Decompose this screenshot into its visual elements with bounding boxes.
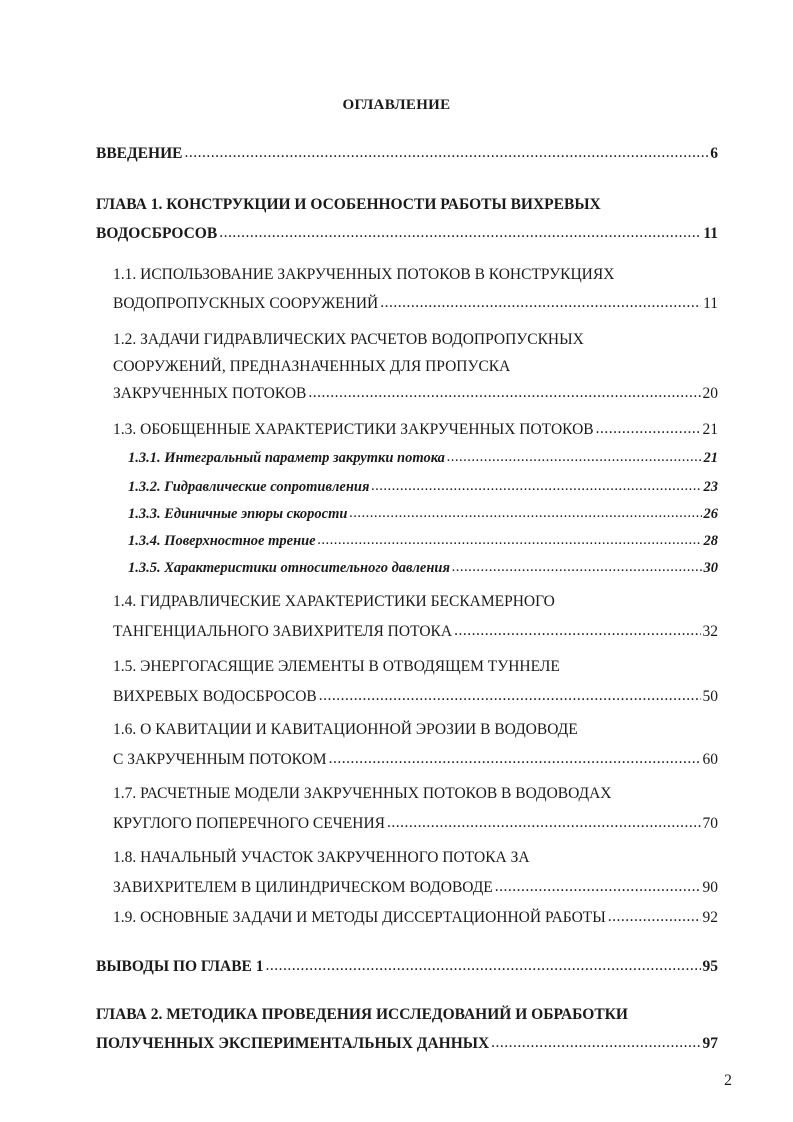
dot-leader — [184, 143, 708, 163]
toc-page-number: 90 — [702, 879, 718, 896]
toc-page-number: 32 — [702, 623, 718, 640]
dot-leader — [380, 293, 701, 313]
toc-page-number: 6 — [710, 145, 718, 162]
dot-leader — [454, 621, 700, 641]
toc-entry[interactable] — [113, 687, 718, 707]
toc-entry-title: 1.3. ОБОБЩЕННЫЕ ХАРАКТЕРИСТИКИ ЗАКРУЧЕННЫХ ПОТОКОВ — [113, 421, 594, 438]
dot-leader — [491, 1033, 700, 1053]
dot-leader — [495, 877, 701, 897]
dot-leader — [319, 686, 701, 706]
toc-entry-title: КРУГЛОГО ПОПЕРЕЧНОГО СЕЧЕНИЯ — [113, 815, 386, 832]
toc-entry[interactable] — [128, 558, 718, 578]
toc-entry-title: ВОДОСБРОСОВ — [96, 225, 218, 242]
toc-entry-title: С ЗАКРУЧЕННЫМ ПОТОКОМ — [113, 751, 327, 768]
toc-entry-title: 1.3.5. Характеристики относительного давления — [128, 560, 450, 576]
page-title: ОГЛАВЛЕНИЕ — [342, 97, 451, 113]
toc-page-number: 11 — [703, 295, 718, 312]
toc-entry-title: ЗАВИХРИТЕЛЕМ В ЦИЛИНДРИЧЕСКОМ ВОДОВОДЕ — [113, 879, 493, 896]
toc-entry-title: 1.3.1. Интегральный параметр закрутки потока — [128, 450, 445, 466]
dot-leader — [371, 476, 701, 496]
toc-entry-title: ВВЕДЕНИЕ — [96, 145, 183, 162]
page-number: 2 — [724, 1072, 732, 1089]
toc-entry-title: 1.3.2. Гидравлические сопротивления — [128, 479, 370, 495]
toc-entry[interactable] — [128, 448, 718, 468]
toc-page-number: 21 — [702, 421, 718, 438]
toc-entry[interactable] — [128, 504, 718, 524]
toc-page-number: 20 — [702, 385, 718, 402]
dot-leader — [596, 419, 701, 439]
toc-entry-line: 1.7. РАСЧЕТНЫЕ МОДЕЛИ ЗАКРУЧЕННЫХ ПОТОКОВ В ВОДОВОДАХ — [113, 785, 612, 802]
toc-entry[interactable] — [113, 750, 718, 770]
toc-page-number: 97 — [702, 1035, 718, 1052]
dot-leader — [452, 557, 702, 577]
toc-page-number: 28 — [703, 533, 718, 549]
toc-entry[interactable] — [128, 477, 718, 497]
toc-entry-line: 1.4. ГИДРАВЛИЧЕСКИЕ ХАРАКТЕРИСТИКИ БЕСКАМЕРНОГО — [113, 593, 555, 610]
toc-entry-title: ВОДОПРОПУСКНЫХ СООРУЖЕНИЙ — [113, 295, 379, 312]
toc-entry-title: ВЫВОДЫ ПО ГЛАВЕ 1 — [96, 958, 264, 975]
toc-entry-line: 1.2. ЗАДАЧИ ГИДРАВЛИЧЕСКИХ РАСЧЕТОВ ВОДОПРОПУСКНЫХ — [113, 331, 584, 348]
dot-leader — [349, 503, 701, 523]
toc-entry[interactable] — [113, 622, 718, 642]
toc-entry-line: ГЛАВА 1. КОНСТРУКЦИИ И ОСОБЕННОСТИ РАБОТЫ ВИХРЕВЫХ — [96, 196, 601, 213]
toc-entry[interactable] — [96, 224, 718, 244]
toc-entry-title: ТАНГЕНЦИАЛЬНОГО ЗАВИХРИТЕЛЯ ПОТОКА — [113, 623, 453, 640]
toc-entry-line: 1.6. О КАВИТАЦИИ И КАВИТАЦИОННОЙ ЭРОЗИИ В ВОДОВОДЕ — [113, 721, 578, 738]
toc-entry-title: 1.3.4. Поверхностное трение — [128, 533, 316, 549]
toc-page-number: 50 — [702, 688, 718, 705]
toc-entry[interactable] — [96, 1034, 718, 1054]
toc-entry[interactable] — [96, 957, 718, 977]
toc-entry-line: СООРУЖЕНИЙ, ПРЕДНАЗНАЧЕННЫХ ДЛЯ ПРОПУСКА — [113, 358, 511, 375]
toc-entry[interactable] — [113, 384, 718, 404]
toc-entry[interactable] — [113, 908, 718, 928]
dot-leader — [308, 383, 700, 403]
dot-leader — [329, 749, 701, 769]
dot-leader — [219, 223, 701, 243]
toc-entry-line: ГЛАВА 2. МЕТОДИКА ПРОВЕДЕНИЯ ИССЛЕДОВАНИЙ И ОБРАБОТКИ — [96, 1006, 628, 1023]
toc-entry-title: ЗАКРУЧЕННЫХ ПОТОКОВ — [113, 385, 307, 402]
toc-entry-title: 1.3.3. Единичные эпюры скорости — [128, 506, 348, 522]
toc-page-number: 21 — [703, 450, 718, 466]
toc-entry-title: 1.9. ОСНОВНЫЕ ЗАДАЧИ И МЕТОДЫ ДИССЕРТАЦИОННОЙ РАБОТЫ — [113, 909, 606, 926]
dot-leader — [318, 530, 702, 550]
toc-page-number: 30 — [703, 560, 718, 576]
toc-entry[interactable] — [113, 878, 718, 898]
toc-entry[interactable] — [113, 294, 718, 314]
toc-entry-line: 1.5. ЭНЕРГОГАСЯЩИЕ ЭЛЕМЕНТЫ В ОТВОДЯЩЕМ ТУННЕЛЕ — [113, 658, 560, 675]
toc-entry-title: ВИХРЕВЫХ ВОДОСБРОСОВ — [113, 688, 317, 705]
toc-page-number: 70 — [702, 815, 718, 832]
toc-page-number: 95 — [702, 958, 718, 975]
toc-entry-line: 1.8. НАЧАЛЬНЫЙ УЧАСТОК ЗАКРУЧЕННОГО ПОТОКА ЗА — [113, 849, 530, 866]
toc-entry[interactable] — [113, 814, 718, 834]
toc-entry[interactable] — [113, 420, 718, 440]
toc-page-number: 23 — [703, 479, 718, 495]
toc-entry[interactable] — [96, 144, 718, 164]
toc-page-number: 26 — [703, 506, 718, 522]
dot-leader — [447, 447, 702, 467]
dot-leader — [387, 813, 700, 833]
dot-leader — [608, 907, 701, 927]
dot-leader — [266, 956, 701, 976]
toc-entry[interactable] — [128, 531, 718, 551]
toc-page-number: 60 — [702, 751, 718, 768]
toc-entry-title: ПОЛУЧЕННЫХ ЭКСПЕРИМЕНТАЛЬНЫХ ДАННЫХ — [96, 1035, 490, 1052]
toc-entry-line: 1.1. ИСПОЛЬЗОВАНИЕ ЗАКРУЧЕННЫХ ПОТОКОВ В КОНСТРУКЦИЯХ — [113, 266, 615, 283]
toc-page-number: 11 — [703, 225, 718, 242]
toc-page-number: 92 — [702, 909, 718, 926]
